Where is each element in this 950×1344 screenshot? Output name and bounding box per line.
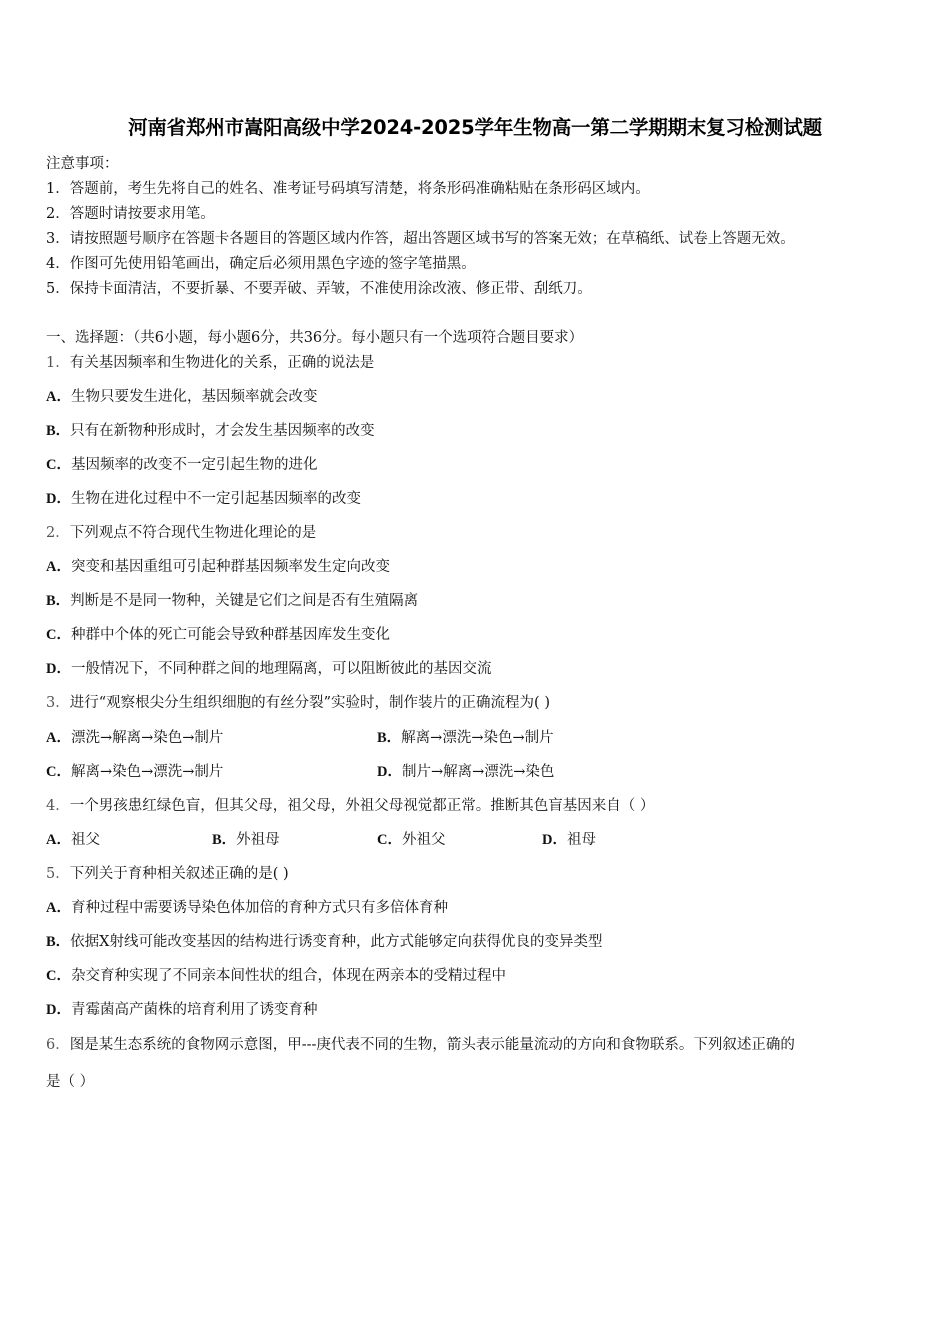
option-text: 生物在进化过程中不一定引起基因频率的改变	[70, 491, 361, 507]
option	[377, 760, 554, 781]
option	[46, 419, 375, 440]
question-number: 1．	[46, 355, 70, 371]
question-text: 进行“观察根尖分生组织细胞的有丝分裂”实验时，制作装片的正确流程为( )	[69, 695, 550, 711]
option-text: 外祖父	[401, 832, 446, 848]
question-number: 3．	[46, 695, 70, 711]
question-number: 2．	[46, 525, 70, 541]
option	[46, 657, 491, 678]
question-text: 有关基因频率和生物进化的关系，正确的说法是	[69, 355, 375, 371]
option-text: 只有在新物种形成时，才会发生基因频率的改变	[70, 423, 375, 439]
option-text: 漂洗→解离→染色→制片	[70, 730, 224, 746]
option	[46, 385, 317, 406]
page-title: 河南省郑州市嵩阳高级中学2024-2025学年生物高一第二学期期末复习检测试题	[128, 116, 822, 139]
option-letter: A．	[46, 900, 71, 916]
option-letter: A．	[46, 730, 71, 746]
question-text: 下列观点不符合现代生物进化理论的是	[69, 525, 317, 541]
option-letter: B．	[212, 832, 237, 848]
option	[542, 828, 596, 849]
option-text: 杂交育种实现了不同亲本间性状的组合，体现在两亲本的受精过程中	[70, 968, 506, 984]
option	[46, 726, 223, 747]
question-stem-continued: 是（ ）	[46, 1074, 95, 1090]
question-stem	[46, 794, 654, 815]
option-text: 祖母	[566, 832, 596, 848]
notice-item: 2．答题时请按要求用笔。	[46, 206, 215, 222]
question-number: 4．	[46, 798, 70, 814]
option-text: 判断是不是同一物种，关键是它们之间是否有生殖隔离	[70, 593, 419, 609]
notice-item: 1．答题前，考生先将自己的姓名、准考证号码填写清楚，将条形码准确粘贴在条形码区域内。	[46, 181, 650, 197]
option	[46, 760, 223, 781]
option-letter: C．	[377, 832, 402, 848]
option-text: 生物只要发生进化，基因频率就会改变	[70, 389, 318, 405]
option-text: 种群中个体的死亡可能会导致种群基因库发生变化	[70, 627, 390, 643]
question-text: 图是某生态系统的食物网示意图，甲---庚代表不同的生物，箭头表示能量流动的方向和食物联系。下列叙述正确的	[69, 1037, 795, 1053]
question-stem	[46, 862, 289, 883]
notice-item: 5．保持卡面清洁，不要折暴、不要弄破、弄皱，不准使用涂改液、修正带、刮纸刀。	[46, 281, 592, 297]
option	[46, 589, 418, 610]
option-letter: A．	[46, 559, 71, 575]
option-text: 祖父	[70, 832, 100, 848]
question-number: 6．	[46, 1037, 70, 1053]
option-text: 解离→染色→漂洗→制片	[70, 764, 224, 780]
option-letter: C．	[46, 764, 71, 780]
option-letter: D．	[46, 661, 71, 677]
option	[377, 828, 445, 849]
option	[46, 487, 361, 508]
option	[46, 998, 317, 1019]
option-letter: D．	[377, 764, 402, 780]
option	[46, 453, 317, 474]
question-text: 一个男孩患红绿色盲，但其父母，祖父母，外祖父母视觉都正常。推断其色盲基因来自（ ）	[69, 798, 655, 814]
option-text: 基因频率的改变不一定引起生物的进化	[70, 457, 318, 473]
option	[46, 555, 390, 576]
notice-item: 3．请按照题号顺序在答题卡各题目的答题区域内作答，超出答题区域书写的答案无效；在草稿纸、试卷上答题无效。	[46, 231, 795, 247]
option-text: 育种过程中需要诱导染色体加倍的育种方式只有多倍体育种	[70, 900, 448, 916]
option-text: 制片→解离→漂洗→染色	[401, 764, 555, 780]
notice-heading: 注意事项：	[46, 156, 119, 172]
question-stem	[46, 351, 374, 372]
question-text: 下列关于育种相关叙述正确的是( )	[69, 866, 289, 882]
option-text: 突变和基因重组可引起种群基因频率发生定向改变	[70, 559, 390, 575]
option-text: 依据X射线可能改变基因的结构进行诱变育种，此方式能够定向获得优良的变异类型	[70, 934, 603, 950]
option-letter: A．	[46, 832, 71, 848]
option-text: 青霉菌高产菌株的培育利用了诱变育种	[70, 1002, 318, 1018]
option	[377, 726, 554, 747]
option-letter: B．	[46, 423, 71, 439]
section-heading: 一、选择题：（共6小题，每小题6分，共36分。每小题只有一个选项符合题目要求）	[46, 330, 584, 346]
option	[212, 828, 280, 849]
option-text: 外祖母	[236, 832, 280, 848]
option-letter: D．	[542, 832, 567, 848]
option-letter: C．	[46, 968, 71, 984]
option	[46, 964, 506, 985]
question-stem	[46, 521, 316, 542]
option-letter: C．	[46, 627, 71, 643]
option	[46, 623, 390, 644]
option-letter: D．	[46, 491, 71, 507]
option-letter: C．	[46, 457, 71, 473]
option-letter: A．	[46, 389, 71, 405]
option-letter: B．	[46, 593, 71, 609]
option-letter: B．	[377, 730, 402, 746]
question-stem	[46, 1033, 795, 1054]
option	[46, 896, 448, 917]
option-letter: B．	[46, 934, 71, 950]
option	[46, 930, 603, 951]
option-text: 一般情况下，不同种群之间的地理隔离，可以阻断彼此的基因交流	[70, 661, 492, 677]
option	[46, 828, 100, 849]
question-stem	[46, 691, 550, 712]
notice-item: 4．作图可先使用铅笔画出，确定后必须用黑色字迹的签字笔描黑。	[46, 256, 476, 272]
option-letter: D．	[46, 1002, 71, 1018]
question-number: 5．	[46, 866, 70, 882]
option-text: 解离→漂洗→染色→制片	[401, 730, 554, 746]
